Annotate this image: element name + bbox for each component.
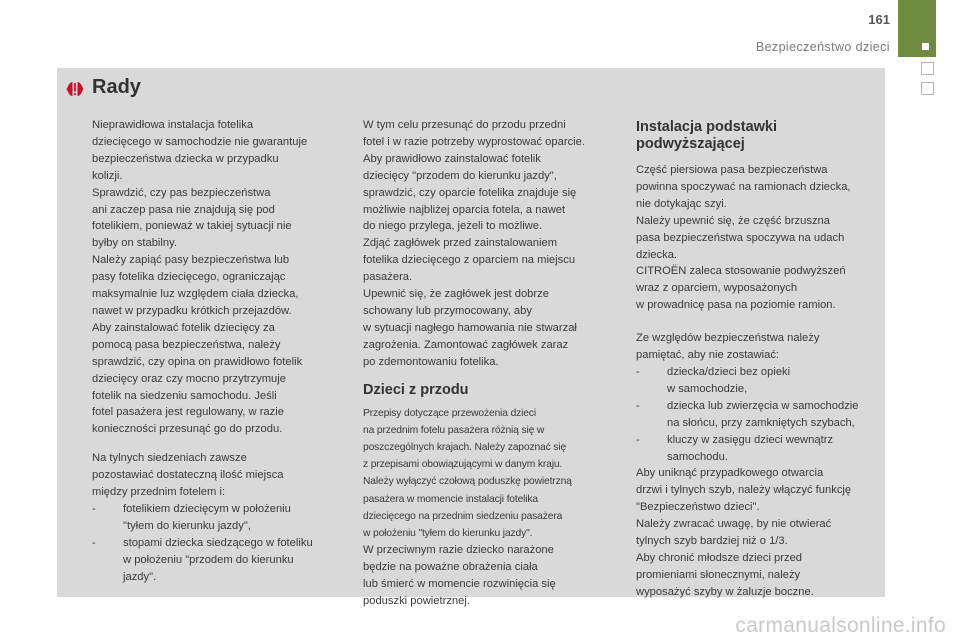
text-line: Upewnić się, że zagłówek jest dobrze	[363, 288, 549, 301]
section-title: Bezpieczeństwo dzieci	[755, 40, 890, 54]
text-line: Aby prawidłowo zainstalować fotelik	[363, 152, 541, 165]
column-3	[636, 119, 881, 601]
text-line: Zdjąć zagłówek przed zainstalowaniem	[363, 237, 558, 250]
paragraph	[636, 465, 881, 600]
text-line: ani zaczep pasa nie znajdują się pod	[92, 203, 275, 216]
text-line: Sprawdzić, czy pas bezpieczeństwa	[92, 186, 271, 199]
paragraph	[363, 117, 618, 371]
text-line: Należy zwracać uwagę, by nie otwierać	[636, 518, 832, 531]
text-line: w położeniu "tyłem do kierunku jazdy".	[363, 528, 533, 540]
text-line: zagrożenia. Zamontować zagłówek zaraz	[363, 338, 569, 351]
text-line: fotelika dziecięcego z oparciem na miejscu	[363, 254, 576, 267]
list-item	[636, 364, 881, 398]
text-line: W przeciwnym razie dziecko narażone	[363, 544, 554, 557]
text-line: kolizji.	[92, 169, 123, 182]
text-line: Ze względów bezpieczeństwa należy	[636, 332, 820, 345]
text-line: dziecięcy oraz czy mocno przytrzymuje	[92, 372, 286, 385]
list-item	[92, 501, 347, 535]
text-line: w sytuacji nagłego hamowania nie stwarzał	[363, 321, 577, 334]
text-line: podwyższającej	[636, 136, 745, 152]
text-line: "Bezpieczeństwo dzieci".	[636, 501, 760, 514]
text-line: wyposażyć szyby w żaluzje boczne.	[636, 585, 814, 598]
text-line: pomocą pasa bezpieczeństwa, należy	[92, 338, 281, 351]
text-line: dziecka/dzieci bez opieki	[667, 365, 791, 378]
section-heading: Dzieci z przodu	[363, 381, 469, 398]
text-line: wraz z oparciem, wyposażonych	[636, 282, 798, 295]
text-line: sprawdzić, czy opina on prawidłowo fotelik	[92, 355, 303, 368]
text-line: "tyłem do kierunku jazdy",	[123, 519, 251, 532]
text-line: będzie na poważne obrażenia ciała	[363, 561, 538, 574]
paragraph	[363, 405, 618, 543]
text-line: w położeniu "przodem do kierunku	[123, 553, 294, 566]
text-line: fotelikiem dziecięcym w położeniu	[123, 502, 291, 515]
text-line: konieczności przesunąć go do przodu.	[92, 423, 283, 436]
text-line: dziecięcy "przodem do kierunku jazdy",	[363, 169, 557, 182]
panel-title: Rady	[92, 76, 141, 98]
outline-square-icon	[921, 82, 934, 95]
text-line: dziecięcego na przednim siedzeniu pasażera	[363, 510, 563, 522]
text-line: pasażera w momencie instalacji fotelika	[363, 493, 538, 505]
text-line: drzwi i tylnych szyb, należy włączyć funkcję	[636, 484, 852, 497]
text-line: Aby zainstalować fotelik dziecięcy za	[92, 321, 275, 334]
text-line: Należy upewnić się, że część brzuszna	[636, 214, 831, 227]
text-line: CITROËN zaleca stosowanie podwyższeń	[636, 265, 846, 278]
warning-icon	[65, 79, 85, 99]
list-item	[636, 432, 881, 466]
text-line: poszczególnych krajach. Należy zapoznać się	[363, 442, 567, 453]
text-line: w prowadnicę pasa na poziomie ramion.	[636, 299, 836, 312]
text-line: możliwie najbliżej oparcia fotela, a nawet	[363, 203, 566, 216]
text-line: między przednim fotelem i:	[92, 486, 226, 499]
text-line: na słońcu, przy zamkniętych szybach,	[667, 416, 855, 429]
text-line: dziecka.	[636, 248, 678, 261]
text-line: kluczy w zasięgu dzieci wewnątrz	[667, 433, 834, 446]
paragraph	[363, 542, 618, 610]
text-line: Należy zapiąć pasy bezpieczeństwa lub	[92, 254, 290, 267]
text-line: powinna spoczywać na ramionach dziecka,	[636, 180, 851, 193]
text-line: fotelikiem, ponieważ w takiej sytuacji nie	[92, 220, 292, 233]
text-line: w samochodzie,	[667, 382, 748, 395]
text-line: Aby chronić młodsze dzieci przed	[636, 551, 803, 564]
text-line: Aby uniknąć przypadkowego otwarcia	[636, 467, 824, 480]
text-line: promieniami słonecznymi, należy	[636, 568, 801, 581]
text-line: tylnych szyb bardziej niż o 1/3.	[636, 535, 788, 548]
paragraph	[636, 162, 881, 314]
list-dash: -	[636, 365, 640, 378]
text-line: Instalacja podstawki	[636, 119, 778, 135]
text-line: Część piersiowa pasa bezpieczeństwa	[636, 164, 828, 176]
text-line: dziecka lub zwierzęcia w samochodzie	[667, 399, 859, 412]
text-line: Na tylnych siedzeniach zawsze	[92, 452, 247, 465]
page-number: 161	[868, 12, 890, 27]
outline-square-icon	[921, 62, 934, 75]
text-line: Należy wyłączyć czołową poduszkę powietrzną	[363, 476, 572, 488]
text-line: Przepisy dotyczące przewożenia dzieci	[363, 407, 537, 419]
text-line: pozostawiać dostateczną ilość miejsca	[92, 469, 284, 482]
column-2	[363, 117, 618, 610]
paragraph	[92, 450, 347, 501]
chapter-tab	[898, 0, 936, 57]
text-line: byłby on stabilny.	[92, 237, 177, 250]
text-line: stopami dziecka siedzącego w foteliku	[123, 536, 313, 549]
text-line: fotel i w razie potrzeby wyprostować oparcie.	[363, 135, 585, 148]
text-line: jazdy".	[123, 570, 157, 583]
text-line: lub śmierć w momencie rozwinięcia się	[363, 578, 556, 591]
paragraph	[636, 330, 881, 364]
tab-square-icon	[922, 43, 929, 50]
list-item	[92, 535, 347, 586]
list-dash: -	[92, 502, 96, 515]
paragraph	[92, 117, 347, 438]
text-line: Nieprawidłowa instalacja fotelika	[92, 119, 254, 131]
text-line: nawet w przypadku krótkich przejazdów.	[92, 304, 292, 317]
list-dash: -	[92, 536, 96, 549]
text-line: fotelik na siedzeniu samochodu. Jeśli	[92, 389, 277, 402]
list-item	[636, 398, 881, 432]
text-line: bezpieczeństwa dziecka w przypadku	[92, 152, 279, 165]
text-line: W tym celu przesunąć do przodu przedni	[363, 119, 566, 131]
text-line: schowany lub przymocowany, aby	[363, 304, 532, 317]
bullet-list	[92, 501, 347, 586]
text-line: z przepisami obowiązującymi w danym kraju.	[363, 459, 563, 471]
text-line: do niego przylega, jeżeli to możliwe.	[363, 220, 543, 233]
text-line: po zdemontowaniu fotelika.	[363, 355, 499, 368]
watermark: carmanualsonline.info	[735, 614, 946, 637]
text-line: pamiętać, aby nie zostawiać:	[636, 349, 780, 362]
section-heading	[636, 119, 881, 153]
text-line: samochodu.	[667, 450, 728, 463]
text-line: maksymalnie luz względem ciała dziecka,	[92, 288, 299, 301]
list-dash: -	[636, 433, 640, 446]
text-line: pasa bezpieczeństwa spoczywa na udach	[636, 231, 845, 244]
text-line: poduszki powietrznej.	[363, 594, 470, 607]
text-line: fotel pasażera jest regulowany, w razie	[92, 406, 284, 419]
list-dash: -	[636, 399, 640, 412]
column-1	[92, 117, 347, 585]
bullet-list	[636, 364, 881, 465]
text-line: pasy fotelika dziecięcego, ograniczając	[92, 271, 286, 284]
text-line: na przednim fotelu pasażera różnią się w	[363, 424, 545, 436]
text-line: sprawdzić, czy oparcie fotelika znajduje się	[363, 186, 577, 199]
text-line: pasażera.	[363, 271, 413, 284]
text-line: dziecięcego w samochodzie nie gwarantuje	[92, 135, 308, 148]
text-line: nie dotykając szyi.	[636, 197, 727, 210]
